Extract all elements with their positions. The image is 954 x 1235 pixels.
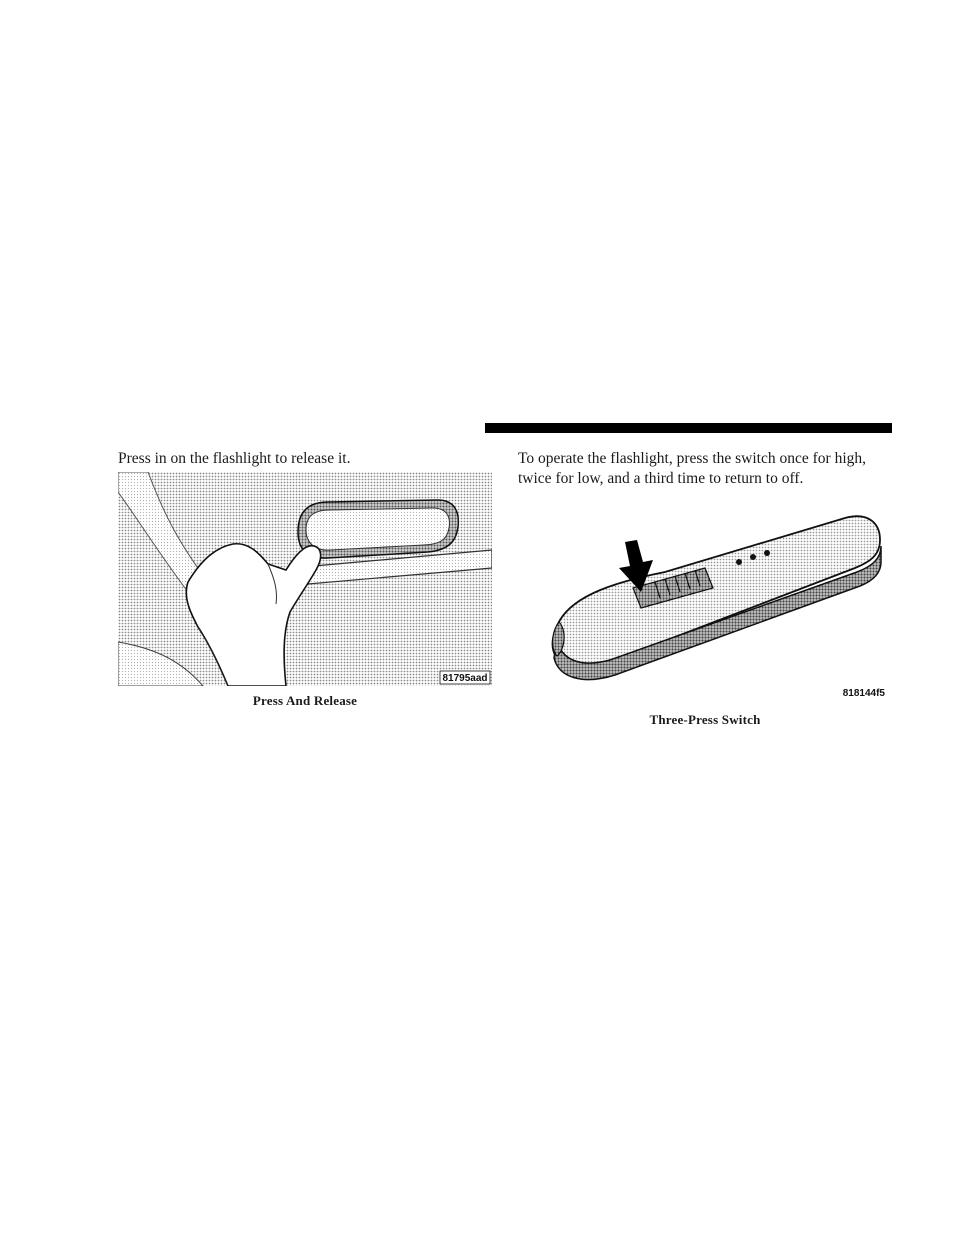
section-divider-bar (485, 423, 892, 433)
figure-code-right: 818144f5 (842, 688, 885, 699)
instruction-text-release: Press in on the flashlight to release it. (118, 450, 351, 467)
figure-caption-left: Press And Release (252, 693, 358, 708)
figure-caption-right: Three-Press Switch (649, 712, 761, 727)
instruction-text-operate: To operate the flashlight, press the switch once for high, twice for low, and a third time to return to off. (518, 450, 867, 487)
figure-code-left: 81795aad (442, 673, 488, 684)
press-and-release-illustration (118, 472, 492, 686)
three-press-switch-illustration (545, 510, 890, 705)
